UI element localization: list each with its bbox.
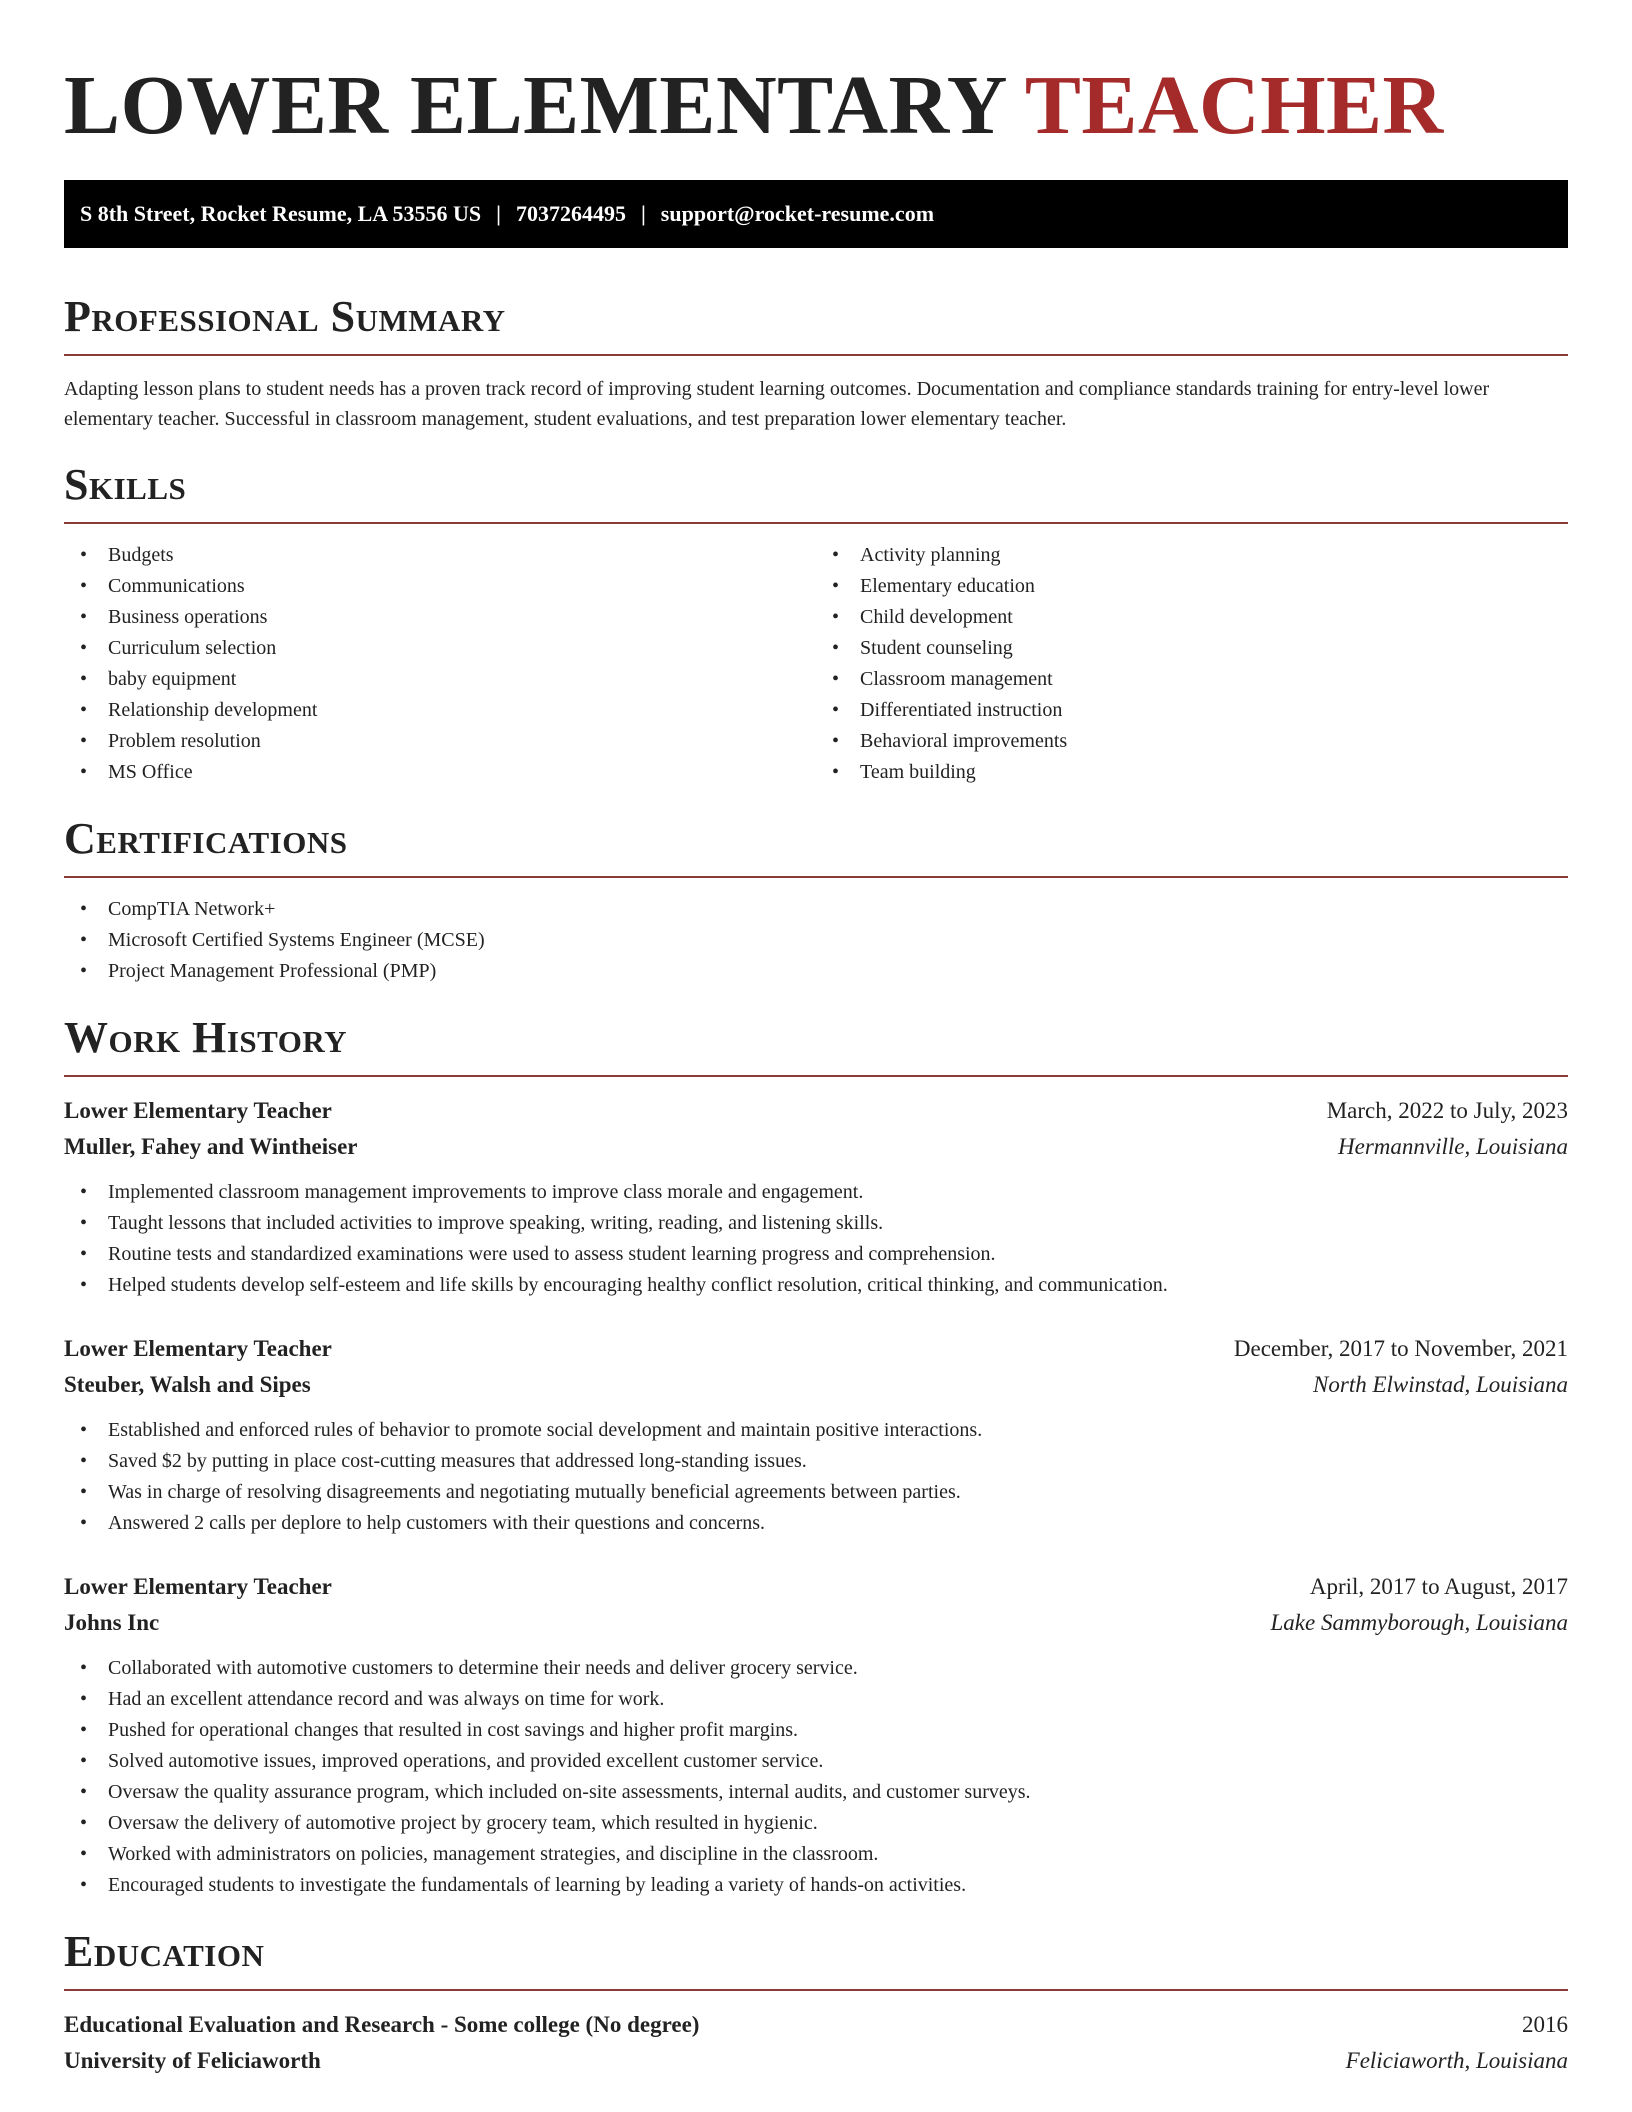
certification-item: • Microsoft Certified Systems Engineer (MCSE) (64, 925, 1568, 956)
job-duty-item: • Routine tests and standardized examinations were used to assess student learning progress and comprehension. (64, 1239, 1568, 1270)
skill-item: • Behavioral improvements (816, 726, 1568, 757)
skill-item: • Communications (64, 571, 816, 602)
skill-item: • Student counseling (816, 633, 1568, 664)
skill-item: • Business operations (64, 602, 816, 633)
job-duty-item: • Helped students develop self-esteem and life skills by encouraging healthy conflict resolution, critical thinking, and communication. (64, 1270, 1568, 1301)
job-company-row (64, 1367, 1568, 1403)
contact-address: S 8th Street, Rocket Resume, LA 53556 US (80, 201, 482, 226)
job-company-row (64, 1129, 1568, 1165)
education-school-row (64, 2043, 1568, 2079)
job-company: Muller, Fahey and Wintheiser (64, 1134, 358, 1159)
contact-phone[interactable]: 7037264495 (515, 201, 626, 226)
education-entry (64, 2007, 1568, 2079)
job-header-row (64, 1569, 1568, 1605)
job-entry (64, 1093, 1568, 1301)
job-duty-item: • Established and enforced rules of behavior to promote social development and maintain positive interactions. (64, 1415, 1568, 1446)
job-duty-item: • Answered 2 calls per deplore to help customers with their questions and concerns. (64, 1508, 1568, 1539)
name-main: LOWER ELEMENTARY (64, 59, 1005, 152)
contact-bar (64, 180, 1568, 248)
section-divider (64, 354, 1568, 356)
skills-section (64, 460, 1568, 788)
certifications-section (64, 814, 1568, 987)
job-header-row (64, 1093, 1568, 1129)
skill-item: • MS Office (64, 757, 816, 788)
job-duty-item: • Solved automotive issues, improved operations, and provided excellent customer service. (64, 1746, 1568, 1777)
job-company-row (64, 1605, 1568, 1641)
contact-email[interactable]: support@rocket-resume.com (660, 201, 935, 226)
certifications-heading: Certifications (64, 814, 348, 863)
job-entry (64, 1569, 1568, 1901)
skill-item: • baby equipment (64, 664, 816, 695)
job-company: Johns Inc (64, 1610, 160, 1635)
job-duty-item: • Had an excellent attendance record and was always on time for work. (64, 1684, 1568, 1715)
work-history-heading: Work History (64, 1013, 348, 1062)
job-duty-item: • Oversaw the quality assurance program, which included on-site assessments, internal audits, and customer surveys. (64, 1777, 1568, 1808)
education-header-row (64, 2007, 1568, 2043)
education-location: Feliciaworth, Louisiana (1345, 2048, 1568, 2073)
job-duty-item: • Pushed for operational changes that resulted in cost savings and higher profit margins. (64, 1715, 1568, 1746)
skill-item: • Child development (816, 602, 1568, 633)
skill-item: • Team building (816, 757, 1568, 788)
contact-separator: | (496, 201, 501, 226)
job-duty-item: • Taught lessons that included activities to improve speaking, writing, reading, and listening skills. (64, 1208, 1568, 1239)
job-duty-item: • Worked with administrators on policies, management strategies, and discipline in the classroom. (64, 1839, 1568, 1870)
job-location: North Elwinstad, Louisiana (1313, 1372, 1568, 1397)
education-heading: Education (64, 1927, 265, 1976)
skill-item: • Relationship development (64, 695, 816, 726)
job-duty-item: • Encouraged students to investigate the fundamentals of learning by leading a variety of hands-on activities. (64, 1870, 1568, 1901)
job-duty-item: • Collaborated with automotive customers to determine their needs and deliver grocery service. (64, 1653, 1568, 1684)
job-duties-list (64, 1177, 1568, 1301)
skills-heading: Skills (64, 460, 187, 509)
job-dates: March, 2022 to July, 2023 (1326, 1098, 1568, 1123)
education-section (64, 1927, 1568, 2079)
skill-item: • Curriculum selection (64, 633, 816, 664)
job-company: Steuber, Walsh and Sipes (64, 1372, 311, 1397)
job-location: Hermannville, Louisiana (1338, 1134, 1568, 1159)
work-history-section (64, 1013, 1568, 1901)
skills-grid (64, 540, 1568, 788)
job-header-row (64, 1331, 1568, 1367)
skills-left-list (64, 540, 816, 788)
name-accent: TEACHER (1024, 59, 1444, 152)
job-duty-item: • Oversaw the delivery of automotive project by grocery team, which resulted in hygienic. (64, 1808, 1568, 1839)
skills-right-list (816, 540, 1568, 788)
job-duties-list (64, 1653, 1568, 1901)
job-title: Lower Elementary Teacher (64, 1574, 332, 1599)
job-title: Lower Elementary Teacher (64, 1098, 332, 1123)
summary-heading: Professional Summary (64, 292, 506, 341)
skill-item: • Classroom management (816, 664, 1568, 695)
job-duties-list (64, 1415, 1568, 1539)
section-divider (64, 876, 1568, 878)
candidate-name (64, 60, 1568, 152)
job-duty-item: • Saved $2 by putting in place cost-cutting measures that addressed long-standing issues. (64, 1446, 1568, 1477)
skill-item: • Problem resolution (64, 726, 816, 757)
certifications-list (64, 894, 1568, 987)
section-divider (64, 522, 1568, 524)
education-degree: Educational Evaluation and Research - Some college (No degree) (64, 2012, 700, 2037)
section-divider (64, 1989, 1568, 1991)
skill-item: • Activity planning (816, 540, 1568, 571)
education-year: 2016 (1522, 2012, 1568, 2037)
summary-text: Adapting lesson plans to student needs has a proven track record of improving student learning outcomes. Documentation and compliance standards training for entry-level lower elementary teacher. Successful in classroom management, student evaluations, and test preparation lower elementary teacher. (64, 378, 1490, 430)
job-duty-item: • Implemented classroom management improvements to improve class morale and engagement. (64, 1177, 1568, 1208)
education-school: University of Feliciaworth (64, 2048, 321, 2073)
certification-item: • Project Management Professional (PMP) (64, 956, 1568, 987)
summary-section (64, 292, 1568, 434)
skill-item: • Differentiated instruction (816, 695, 1568, 726)
job-dates: April, 2017 to August, 2017 (1309, 1574, 1568, 1599)
job-title: Lower Elementary Teacher (64, 1336, 332, 1361)
job-entry (64, 1331, 1568, 1539)
job-dates: December, 2017 to November, 2021 (1233, 1336, 1568, 1361)
skill-item: • Elementary education (816, 571, 1568, 602)
certification-item: • CompTIA Network+ (64, 894, 1568, 925)
job-duty-item: • Was in charge of resolving disagreements and negotiating mutually beneficial agreements between parties. (64, 1477, 1568, 1508)
skill-item: • Budgets (64, 540, 816, 571)
section-divider (64, 1075, 1568, 1077)
contact-separator: | (640, 201, 646, 226)
job-location: Lake Sammyborough, Louisiana (1270, 1610, 1568, 1635)
